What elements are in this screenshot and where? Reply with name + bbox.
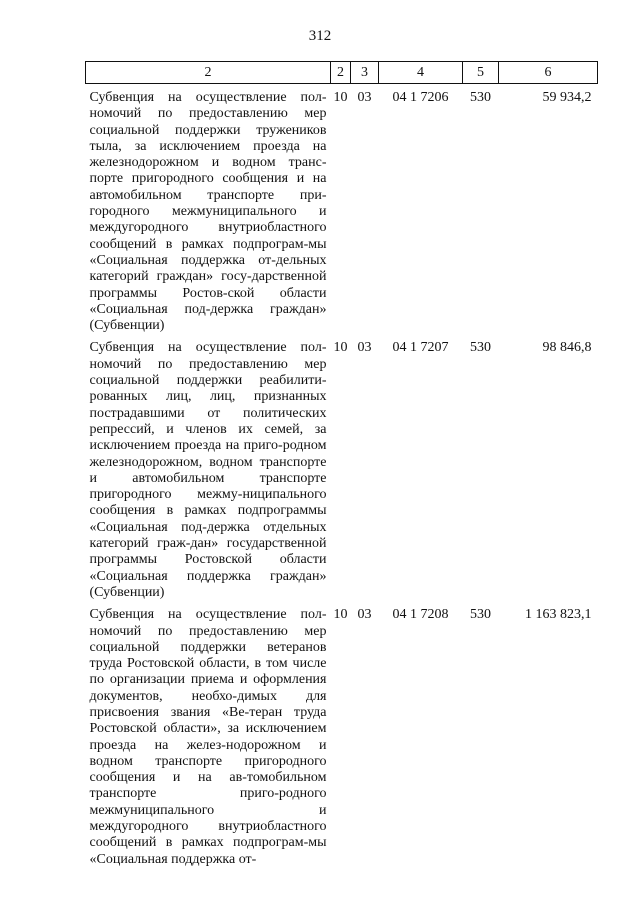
header-cell-section: 2 bbox=[331, 62, 351, 84]
table-row bbox=[86, 84, 598, 341]
row-name: Субвенция на осуществление пол-номочий по предоставлению мер социальной поддержки реабилити-рованных лиц, лиц, признанных пострадавшими от политических репрессий, и членов их семей, за исключением проезда на приго-родном железнодорожном, водном транспорте и автомобильном транспорте пригородного межму-ниципального сообщения в рамках подпрограммы «Социальная под-держка отдельных категорий граж-дан» государственной программы Ростовской области «Социальная поддержка граждан» (Субвенции) bbox=[89, 340, 327, 600]
table-header bbox=[86, 62, 598, 84]
row-subsection: 03 bbox=[357, 340, 372, 356]
row-subsection: 03 bbox=[357, 607, 372, 623]
row-name: Субвенция на осуществление пол-номочий по предоставлению мер социальной поддержки тружеников тыла, за исключением проезда на железнодорожном и водном транс-порте пригородного сообщения и на автомобильном транспорте при-городного межмуниципального и междугородного внутриобластного сообщений в рамках подпрограм-мы «Социальная поддержка от-дельных категорий граждан» госу-дарственной программы Ростов-ской области «Социальная под-держка граждан» (Субвенции) bbox=[89, 90, 327, 334]
row-section: 10 bbox=[333, 340, 348, 356]
header-cell-name: 2 bbox=[86, 62, 331, 84]
row-amount: 59 934,2 bbox=[542, 90, 592, 105]
row-expense-type: 530 bbox=[470, 90, 491, 105]
header-cell-subsection: 3 bbox=[351, 62, 379, 84]
row-expense-type: 530 bbox=[470, 340, 491, 356]
header-cell-target-article: 4 bbox=[379, 62, 463, 84]
table-body bbox=[86, 84, 598, 874]
header-row bbox=[86, 62, 598, 84]
header-cell-amount: 6 bbox=[499, 62, 598, 84]
row-target-article: 04 1 7207 bbox=[392, 340, 449, 356]
page-number: 312 bbox=[308, 28, 332, 44]
budget-table bbox=[85, 61, 598, 874]
row-target-article: 04 1 7208 bbox=[392, 607, 449, 623]
row-amount: 98 846,8 bbox=[542, 340, 592, 356]
row-amount: 1 163 823,1 bbox=[525, 607, 592, 623]
row-name: Субвенция на осуществление пол-номочий по предоставлению мер социальной поддержки ветеранов труда Ростовской области, в том числе по организации приема и оформления документов, необхо-димых для присвоения звания «Ве-теран труда Ростовской области», за исключением проезда на желез-нодорожном и водном транспорте пригородного сообщения и на ав-томобильном транспорте приго-родного межмуниципального и междугородного внутриобластного сообщений в рамках подпрограм-мы «Социальная поддержка от- bbox=[89, 607, 327, 867]
row-section: 10 bbox=[333, 90, 348, 105]
table-row bbox=[86, 340, 598, 607]
row-target-article: 04 1 7206 bbox=[392, 90, 449, 105]
header-cell-expense-type: 5 bbox=[463, 62, 499, 84]
row-section: 10 bbox=[333, 607, 348, 623]
table-row bbox=[86, 607, 598, 874]
row-subsection: 03 bbox=[357, 90, 372, 105]
row-expense-type: 530 bbox=[470, 607, 491, 623]
